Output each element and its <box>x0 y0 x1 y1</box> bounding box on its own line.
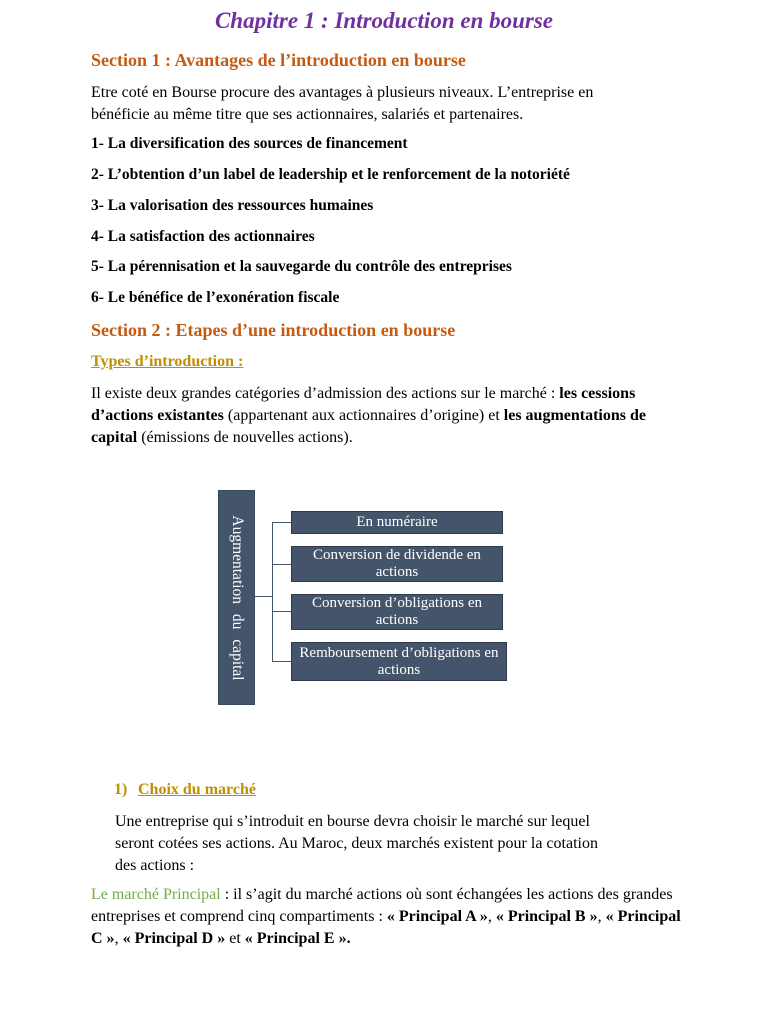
diagram-box-remboursement: Remboursement d’obligations en actions <box>291 642 507 681</box>
diagram-connector-4 <box>272 661 291 662</box>
section-1-title: Section 1 : Avantages de l’introduction en bourse <box>91 50 466 70</box>
diagram-box-obligations: Conversion d’obligations en actions <box>291 594 503 630</box>
diagram-box-numeraire: En numéraire <box>291 511 503 534</box>
chapter-title: Chapitre 1 : Introduction en bourse <box>214 8 554 33</box>
section-1-intro <box>91 82 681 126</box>
cessions-term: les cessions d’actions existantes <box>91 385 636 424</box>
section-2-title: Section 2 : Etapes d’une introduction en bourse <box>91 320 456 340</box>
types-paragraph: Il existe deux grandes catégories d’admission des actions sur le marché : les cessions d’actions existantes (appartenant aux actionnaires d’origine) et les augmentations de capital (émissions de nouvelles actions). <box>91 385 646 446</box>
intro-line-1: Etre coté en Bourse procure des avantages à plusieurs niveaux. L’entreprise en <box>91 84 594 101</box>
diagram-connector-spine <box>272 522 273 661</box>
choix-paragraph: Une entreprise qui s’introduit en bourse devra choisir le marché sur lequel seront cotées ses actions. Au Maroc, deux marchés existent pour la cotation des actions : <box>115 813 598 874</box>
choix-heading: Choix du marché <box>138 781 256 798</box>
advantage-item-1: 1- La diversification des sources de financement <box>91 135 408 152</box>
types-heading: Types d’introduction : <box>91 353 244 370</box>
diagram-connector-stem <box>254 596 272 597</box>
augmentations-term: les augmentations de capital <box>91 407 646 446</box>
advantage-item-2: 2- L’obtention d’un label de leadership et le renforcement de la notoriété <box>91 166 570 183</box>
advantage-item-6: 6- Le bénéfice de l’exonération fiscale <box>91 289 340 306</box>
intro-line-2: bénéficie au même titre que ses actionnaires, salariés et partenaires. <box>91 106 524 123</box>
choix-number: 1) <box>114 781 128 798</box>
diagram-connector-1 <box>272 522 291 523</box>
diagram-box-dividende: Conversion de dividende en actions <box>291 546 503 582</box>
diagram-root-label: Augmentation du capital <box>228 514 246 681</box>
marche-principal-label: Le marché Principal <box>91 886 225 903</box>
advantage-item-5: 5- La pérennisation et la sauvegarde du contrôle des entreprises <box>91 258 512 275</box>
advantage-item-4: 4- La satisfaction des actionnaires <box>91 228 315 245</box>
diagram-connector-2 <box>272 564 291 565</box>
diagram-root-box <box>218 490 255 705</box>
advantage-item-3: 3- La valorisation des ressources humaines <box>91 197 374 214</box>
diagram-connector-3 <box>272 611 291 612</box>
marche-principal-paragraph: Le marché Principal : il s’agit du marché actions où sont échangées les actions des grandes entreprises et comprend cinq compartiments : « Principal A », « Principal B », « Principal C », « Principal D » et « Principal E ». <box>91 886 681 947</box>
